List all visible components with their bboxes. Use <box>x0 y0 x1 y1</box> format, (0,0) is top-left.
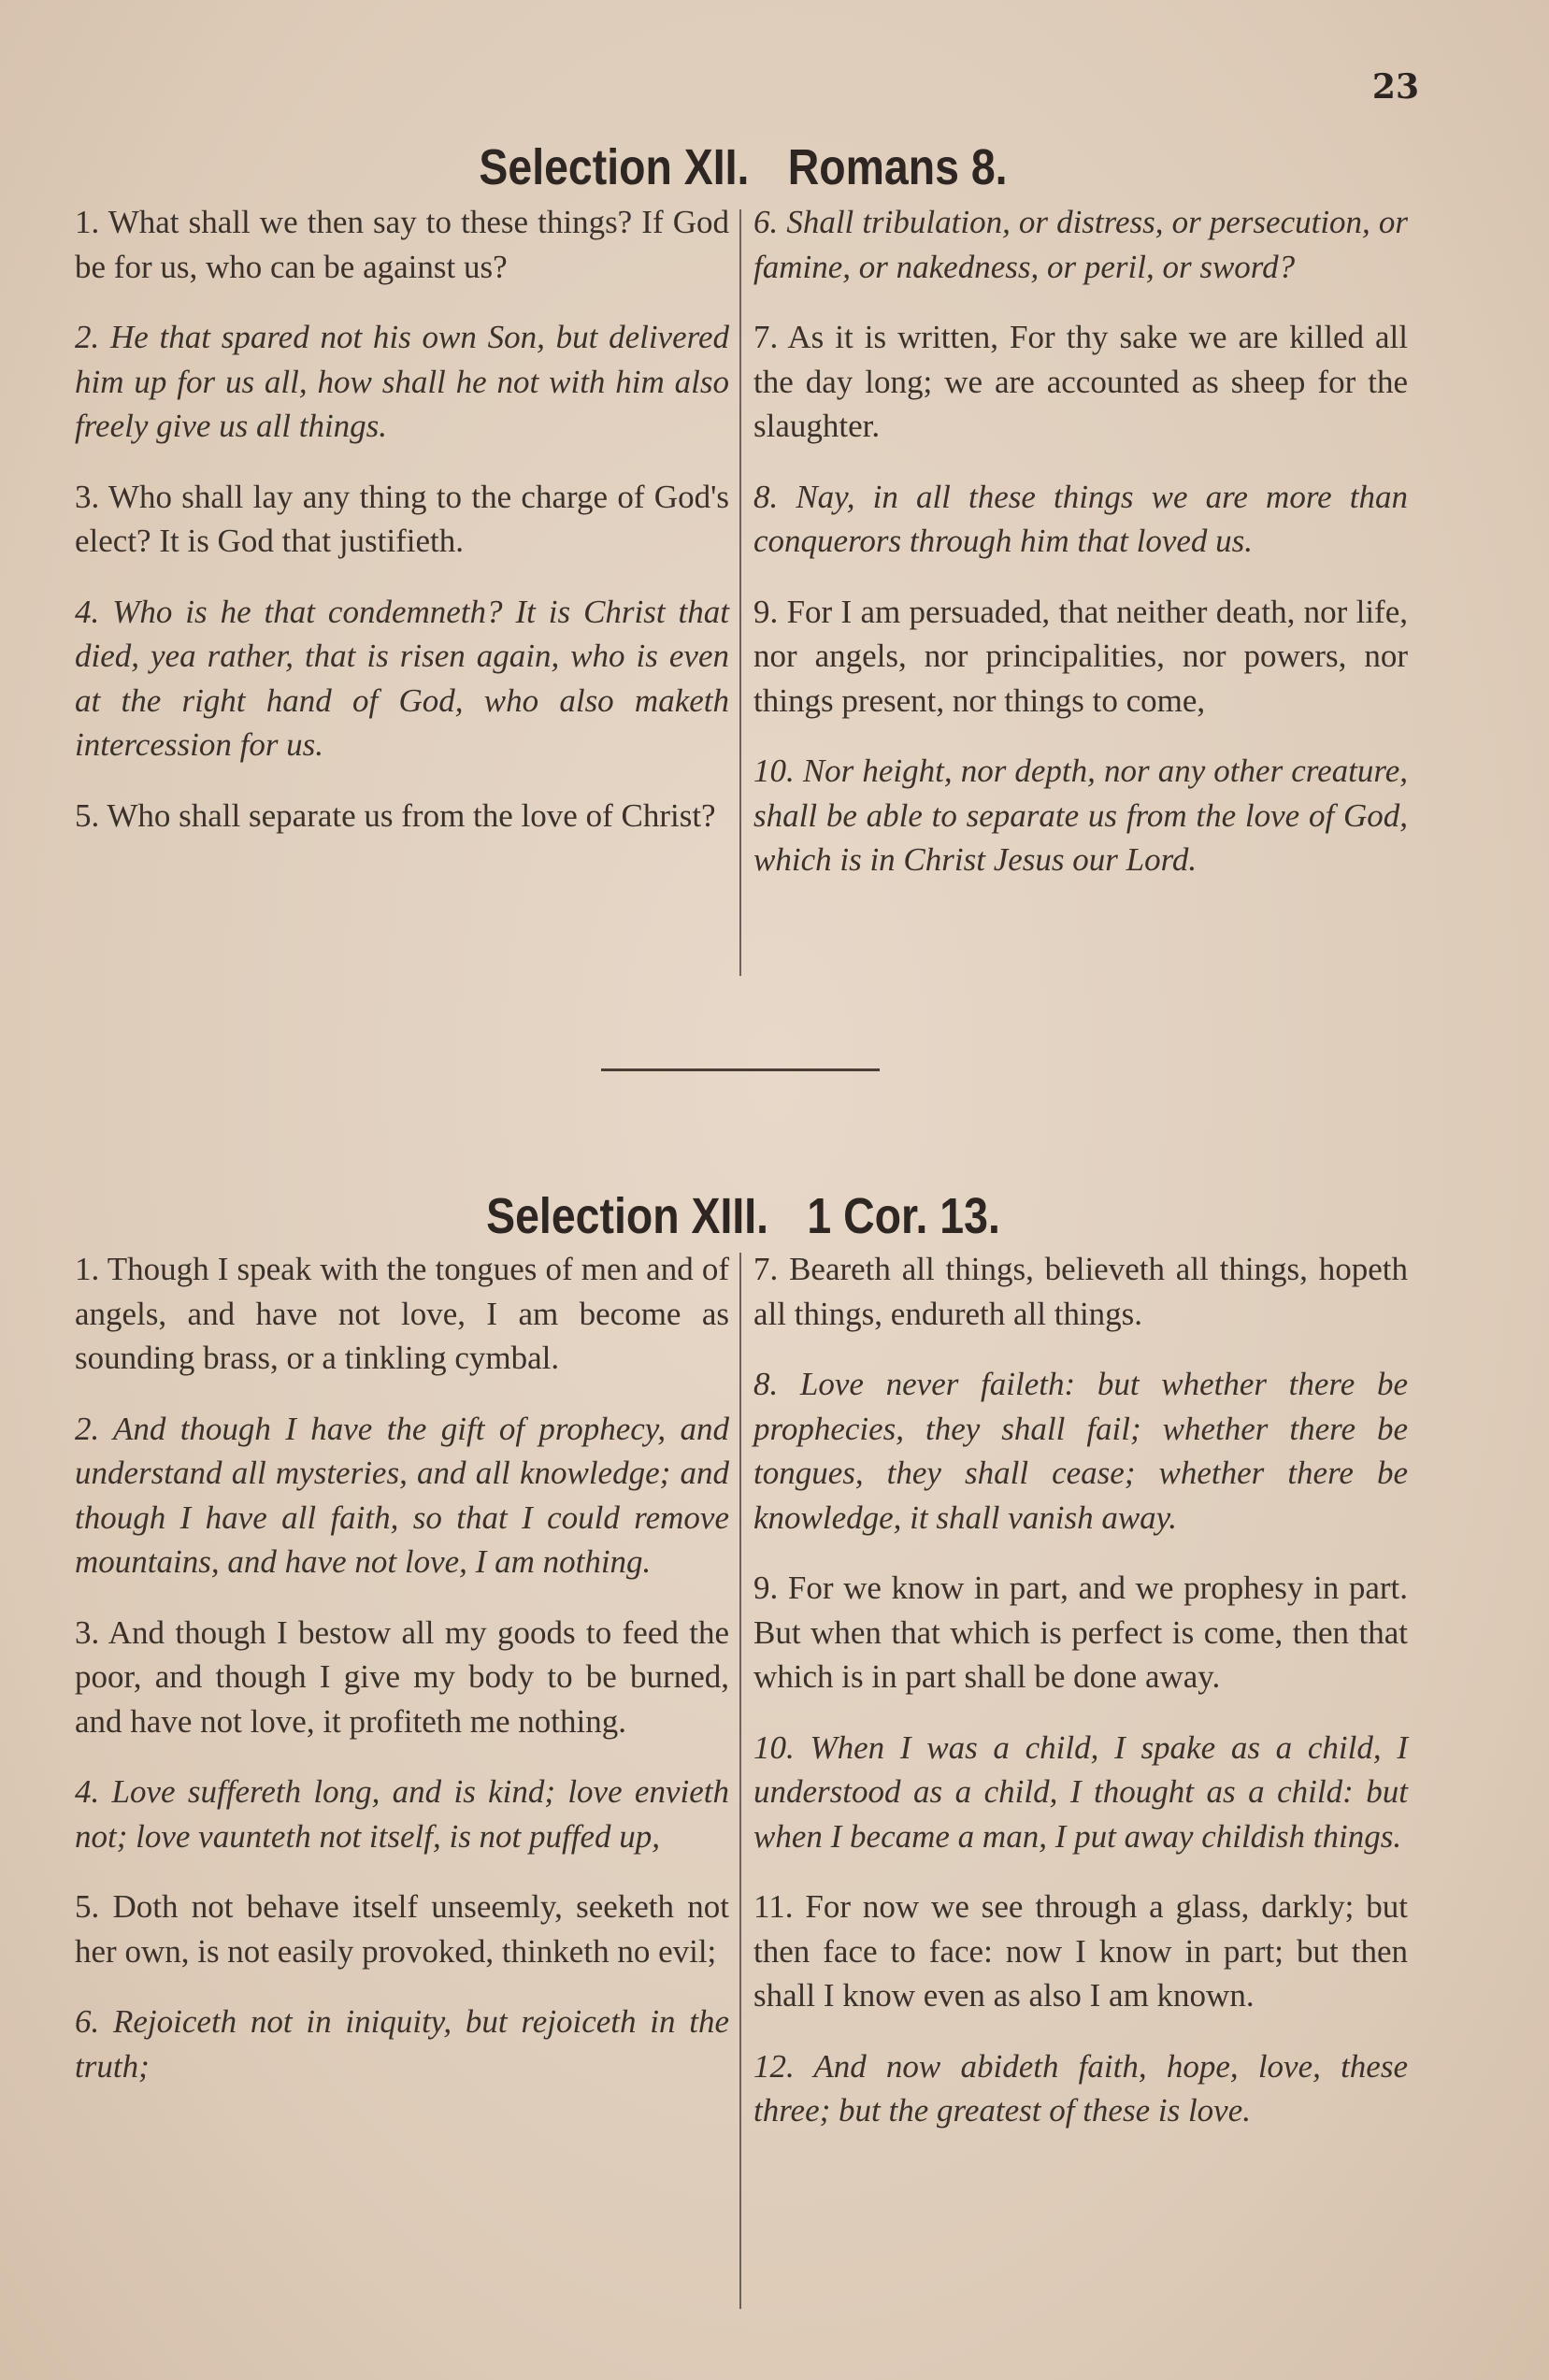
selection-13-reference: 1 Cor. 13. <box>807 1188 1000 1245</box>
verse: 4. Love suffereth long, and is kind; love envieth not; love vaunteth not itself, is not puffed up, <box>75 1773 729 1855</box>
selection-13-left-column <box>75 1247 729 2115</box>
verse: 4. Who is he that condemneth? It is Christ that died, yea rather, that is risen again, who is even at the right hand of God, who also maketh intercession for us. <box>75 593 729 763</box>
verse: 10. When I was a child, I spake as a child, I understood as a child, I thought as a child: but when I became a man, I put away childish things. <box>753 1728 1408 1855</box>
verse: 8. Love never faileth: but whether there be prophecies, they shall fail; whether there be tongues, they shall cease; whether there be knowledge, it shall vanish away. <box>753 1366 1408 1536</box>
selection-13-heading <box>104 1187 1382 1245</box>
verse: 3. And though I bestow all my goods to feed the poor, and though I give my body to be burned, and have not love, it profiteth me nothing. <box>75 1613 729 1740</box>
verse: 5. Who shall separate us from the love of Christ? <box>75 796 716 834</box>
verse: 11. For now we see through a glass, darkly; but then face to face: now I know in part; but then shall I know even as also I am known. <box>753 1888 1408 2014</box>
selection-12-left-column <box>75 200 729 864</box>
verse: 12. And now abideth faith, hope, love, these three; but the greatest of these is love. <box>753 2047 1408 2129</box>
verse: 10. Nor height, nor depth, nor any other creature, shall be able to separate us from the love of God, which is in Christ Jesus our Lord. <box>753 753 1408 878</box>
verse: 8. Nay, in all these things we are more than conquerors through him that loved us. <box>753 478 1408 559</box>
page-number: 23 <box>1371 67 1419 107</box>
verse: 1. Though I speak with the tongues of men and of angels, and have not love, I am become as sounding brass, or a tinkling cymbal. <box>75 1251 729 1376</box>
selection-12-label: Selection XII. <box>479 139 750 196</box>
selection-12-heading <box>104 138 1382 196</box>
verse: 1. What shall we then say to these things? If God be for us, who can be against us? <box>75 204 729 285</box>
verse: 7. Beareth all things, believeth all things, hopeth all things, endureth all things. <box>753 1251 1408 1332</box>
selection-13-right-column <box>753 1247 1408 2159</box>
verse: 2. And though I have the gift of prophecy, and understand all mysteries, and all knowledge; and though I have all faith, so that I could remove mountains, and have not love, I am nothing. <box>75 1410 729 1580</box>
selection-12-reference: Romans 8. <box>787 139 1008 196</box>
selection-13-label: Selection XIII. <box>486 1188 769 1245</box>
column-divider <box>739 209 741 976</box>
verse: 3. Who shall lay any thing to the charge of God's elect? It is God that justifieth. <box>75 478 729 559</box>
verse: 2. He that spared not his own Son, but delivered him up for us all, how shall he not with him also freely give us all things. <box>75 319 729 444</box>
selection-12-right-column <box>753 200 1408 909</box>
verse: 9. For we know in part, and we prophesy in part. But when that which is perfect is come, then that which is in part shall be done away. <box>753 1570 1408 1695</box>
column-divider <box>739 1253 741 2309</box>
verse: 5. Doth not behave itself unseemly, seeketh not her own, is not easily provoked, thinketh no evil; <box>75 1888 729 1970</box>
verse: 7. As it is written, For thy sake we are killed all the day long; we are accounted as sheep for the slaughter. <box>753 319 1408 444</box>
verse: 9. For I am persuaded, that neither death, nor life, nor angels, nor principalities, nor powers, nor things present, nor things to come, <box>753 593 1408 719</box>
verse: 6. Rejoiceth not in iniquity, but rejoiceth in the truth; <box>75 2003 729 2085</box>
section-divider <box>601 1068 880 1071</box>
verse: 6. Shall tribulation, or distress, or persecution, or famine, or nakedness, or peril, or sword? <box>753 204 1408 285</box>
